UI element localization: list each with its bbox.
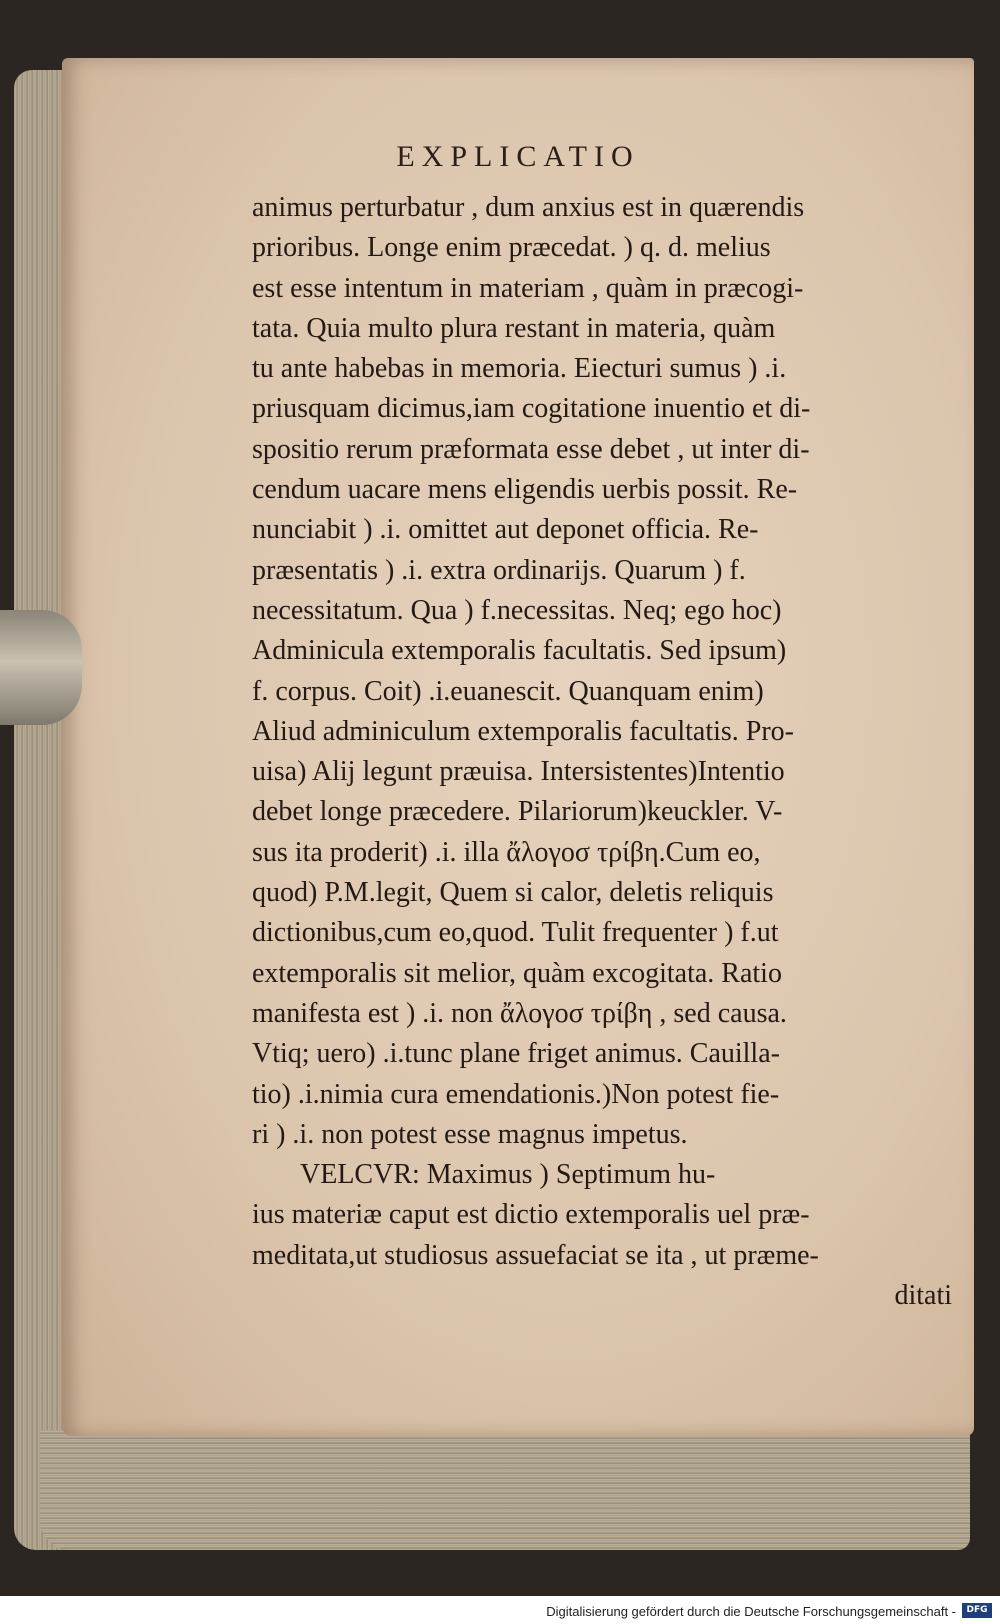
text-line: quod) P.M.legit, Quem si calor, deletis reliquis [252,877,774,909]
running-head: EXPLICATIO [396,140,640,173]
text-line: Aliud adminiculum extemporalis facultatis. Pro- [252,715,794,747]
text-line: tu ante habebas in memoria. Eiecturi sumus ) .i. [252,353,787,385]
footer-credit: Digitalisierung gefördert durch die Deutsche Forschungsgemeinschaft - [546,1604,956,1619]
text-line: ri ) .i. non potest esse magnus impetus. [252,1118,688,1150]
text-line: tio) .i.nimia cura emendationis.)Non potest fie- [252,1078,780,1110]
text-line: præsentatis ) .i. extra ordinarijs. Quarum ) f. [252,554,746,586]
text-line: nunciabit ) .i. omittet aut deponet officia. Re- [252,514,759,546]
book-clasp [0,610,82,725]
text-line: est esse intentum in materiam , quàm in præcogi- [252,272,804,304]
book-page [62,58,974,1436]
text-line: uisa) Alij legunt præuisa. Intersistentes)Intentio [252,756,785,788]
text-line: VELCVR: Maximus ) Septimum hu- [300,1159,716,1191]
text-line: prioribus. Longe enim præcedat. ) q. d. melius [252,232,771,264]
text-line: Vtiq; uero) .i.tunc plane friget animus. Cauilla- [252,1038,780,1070]
text-line: sus ita proderit) .i. illa ἄλογοσ τρίβη.Cum eo, [252,836,761,868]
text-line: meditata,ut studiosus assuefaciat se ita , ut præme- [252,1239,819,1271]
text-line: dictionibus,cum eo,quod. Tulit frequenter ) f.ut [252,917,779,949]
text-line: necessitatum. Qua ) f.necessitas. Neq; ego hoc) [252,594,782,626]
text-line: manifesta est ) .i. non ἄλογοσ τρίβη , sed causa. [252,997,787,1029]
text-line: ius materiæ caput est dictio extemporalis uel præ- [252,1199,810,1231]
text-line: f. corpus. Coit) .i.euanescit. Quanquam enim) [252,675,764,707]
text-line: cendum uacare mens eligendis uerbis possit. Re- [252,474,798,506]
footer-bar [0,1600,1000,1624]
text-line: ditati [894,1280,952,1312]
text-line: Adminicula extemporalis facultatis. Sed ipsum) [252,635,787,667]
text-line: tata. Quia multo plura restant in materia, quàm [252,312,776,344]
text-line: priusquam dicimus,iam cogitatione inuentio et di- [252,393,811,425]
text-line: extemporalis sit melior, quàm excogitata. Ratio [252,957,782,989]
bottom-page-edges [40,1430,970,1550]
text-line: debet longe præcedere. Pilariorum)keuckler. V- [252,796,783,828]
text-block [252,188,952,1316]
text-line: spositio rerum præformata esse debet , ut inter di- [252,433,810,465]
dfg-logo-icon: DFG [962,1603,992,1618]
text-line: animus perturbatur , dum anxius est in quærendis [252,192,805,223]
